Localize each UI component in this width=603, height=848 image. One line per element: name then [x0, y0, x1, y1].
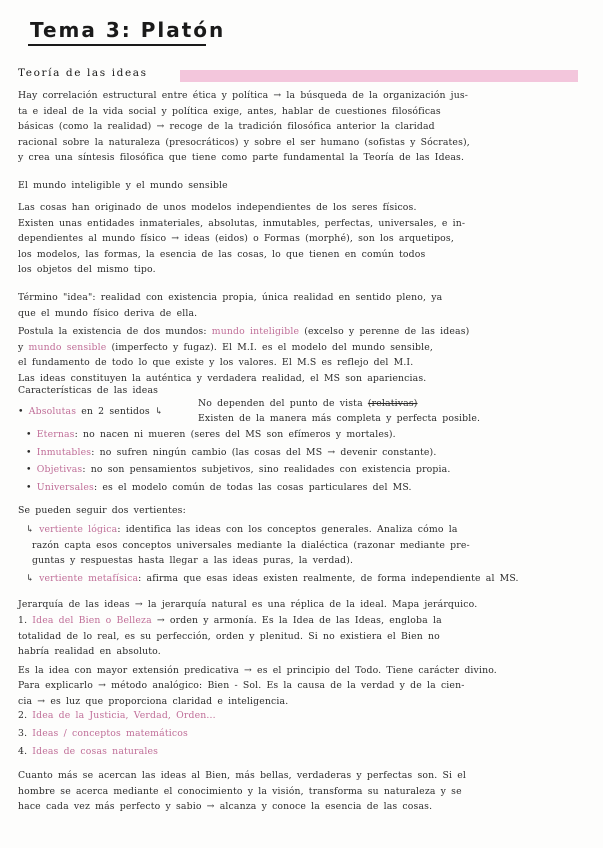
- jerarquia-line: Jerarquía de las ideas → la jerarquía natural es una réplica de la ideal. Mapa jerárquico.: [18, 599, 478, 610]
- text-line: dependientes al mundo físico → ideas (eidos) o Formas (morphé), son los arquetipos,: [18, 233, 454, 245]
- text-line: los modelos, las formas, la esencia de las cosas, lo que tienen en común todos: [18, 248, 426, 260]
- idea-del-bien-label: Idea del Bien o Belleza: [32, 615, 152, 626]
- text-line: cia → es luz que proporciona claridad e inteligencia.: [18, 695, 289, 707]
- page-title: Tema 3: Platón: [30, 18, 226, 42]
- text-line: y crea una síntesis filosófica que tiene como parte fundamental la Teoría de las Ideas.: [18, 152, 465, 164]
- item-number: 2.: [18, 710, 28, 721]
- postula-text: Postula la existencia de dos mundos:: [18, 326, 207, 337]
- item-text: → orden y armonía. Es la Idea de las Ideas, engloba la: [156, 615, 442, 626]
- bullet-text: : no sufren ningún cambio (las cosas del MS → devenir constante).: [91, 446, 437, 458]
- text-line: que el mundo físico deriva de ella.: [18, 307, 198, 319]
- list-item: [18, 444, 584, 462]
- list-item: [18, 743, 584, 761]
- text-line: básicas (como la realidad) → recoge de la tradición filosófica anterior la claridad: [18, 121, 435, 133]
- text-line: Para explicarlo → método analógico: Bien - Sol. Es la causa de la verdad y de la cien-: [18, 680, 465, 692]
- vertiente-metafisica-block: [18, 571, 584, 587]
- text-line: racional sobre la naturaleza (presocráticos) y sobre el ser humano (sofistas y Sócrates),: [18, 136, 470, 148]
- text-line: [18, 522, 584, 538]
- absolutas-rest: en 2 sentidos: [81, 405, 150, 417]
- item-number: 1.: [18, 615, 28, 626]
- text-line: Existen unas entidades inmateriales, absolutas, inmutables, perfectas, universales, e in-: [18, 217, 466, 229]
- vertientes-intro: Se pueden seguir dos vertientes:: [18, 505, 186, 516]
- text-line: totalidad de lo real, es su perfección, orden y plenitud. Si no existiera el Bien no: [18, 630, 440, 642]
- bullet-label: Objetivas: [36, 464, 83, 476]
- absolutas-sense-1: No dependen del punto de vista: [198, 398, 363, 409]
- struck-relativas: (relativas): [367, 398, 418, 409]
- text-line: [18, 324, 584, 340]
- bullet-dot: •: [18, 405, 29, 417]
- vertiente-metafisica-label: vertiente metafísica: [39, 573, 139, 584]
- bullet-text: : no nacen ni mueren (seres del MS son efímeros y mortales).: [74, 429, 396, 440]
- bullet-dot: •: [26, 429, 37, 440]
- hook-arrow-icon: ↳: [26, 524, 34, 535]
- text-line: habría realidad en absoluto.: [18, 646, 161, 658]
- item-label: Ideas de cosas naturales: [32, 746, 159, 757]
- bullet-dot: •: [26, 481, 37, 493]
- item-label: Idea de la Justicia, Verdad, Orden...: [32, 710, 216, 721]
- text-line: [18, 571, 584, 587]
- closing-paragraph: [18, 768, 584, 815]
- vertiente-logica-label: vertiente lógica: [39, 524, 118, 535]
- origin-paragraph: [18, 200, 584, 278]
- text-line: Término "idea": realidad con existencia propia, única realidad en sentido pleno, ya: [18, 292, 443, 303]
- item-1-block: [18, 613, 584, 710]
- section-heading-mundos: El mundo inteligible y el mundo sensible: [18, 180, 228, 191]
- text-line: el fundamento de todo lo que existe y los valores. El M.S es reflejo del M.I.: [18, 357, 414, 369]
- text-line: ta e ideal de la vida social y política exige, antes, hablar de cuestiones filosóficas: [18, 105, 441, 117]
- title-underline: [28, 44, 206, 46]
- vertiente-metafisica-text: : afirma que esas ideas existen realmente, de forma independiente al MS.: [138, 573, 519, 584]
- list-item: [18, 461, 584, 479]
- vertiente-logica-block: [18, 522, 584, 569]
- section-heading-teoria: Teoría de las ideas: [18, 67, 148, 79]
- bullet-label: Inmutables: [36, 446, 92, 458]
- list-item: [18, 725, 584, 743]
- absolutas-label: Absolutas: [28, 405, 77, 417]
- item-number: 3.: [18, 728, 28, 739]
- bullet-label: Universales: [36, 481, 94, 493]
- list-item: [18, 426, 584, 444]
- bullet-label: Eternas: [36, 429, 75, 440]
- text-line: hace cada vez más perfecto y sabio → alcanza y conoce la esencia de las cosas.: [18, 801, 433, 813]
- text-line: Las cosas han originado de unos modelos independientes de los seres físicos.: [18, 202, 417, 213]
- text-line: los objetos del mismo tipo.: [18, 264, 156, 276]
- hook-arrow-icon: ↳: [26, 573, 34, 584]
- bullet-text: : no son pensamientos subjetivos, sino realidades con existencia propia.: [82, 464, 451, 476]
- bullet-dot: •: [26, 446, 37, 458]
- absolutas-block: [18, 396, 584, 427]
- intro-paragraph: [18, 88, 584, 166]
- item-label: Ideas / conceptos matemáticos: [32, 728, 188, 739]
- caracteristicas-heading: Características de las ideas: [18, 385, 159, 396]
- section-highlight: [180, 70, 578, 82]
- absolutas-sense-2: Existen de la manera más completa y perfecta posible.: [198, 413, 481, 425]
- hierarchy-list: [18, 707, 584, 761]
- bullet-dot: •: [26, 464, 37, 476]
- text-line: Hay correlación estructural entre ética y política → la búsqueda de la organización jus-: [18, 90, 469, 101]
- text-line: [18, 613, 584, 629]
- list-item: [18, 479, 584, 497]
- bullet-text: : es el modelo común de todas las cosas particulares del MS.: [93, 481, 412, 493]
- mundo-inteligible-term: mundo inteligible: [211, 326, 300, 337]
- text-line: guntas y respuestas hasta llegar a las ideas puras, la verdad).: [32, 555, 354, 567]
- text-line: razón capta esos conceptos universales mediante la dialéctica (razonar mediante pre-: [32, 539, 470, 551]
- termino-paragraph: [18, 290, 584, 321]
- mundo-sensible-term: mundo sensible: [28, 341, 107, 353]
- postula-text: (imperfecto y fugaz). El M.I. es el modelo del mundo sensible,: [111, 341, 433, 353]
- vertiente-logica-text: : identifica las ideas con los conceptos generales. Analiza cómo la: [117, 524, 458, 535]
- brace-arrow-icon: ↳: [154, 405, 163, 417]
- postula-text: (excelso y perenne de las ideas): [304, 326, 470, 337]
- text-line: Cuanto más se acercan las ideas al Bien, más bellas, verdaderas y perfectas son. Si el: [18, 770, 466, 781]
- text-line: Es la idea con mayor extensión predicativa → es el principio del Todo. Tiene carácter divino.: [18, 664, 497, 676]
- text-line: Las ideas constituyen la auténtica y verdadera realidad, el MS son apariencias.: [18, 372, 427, 384]
- postula-text: y: [18, 341, 24, 353]
- postula-paragraph: [18, 324, 584, 386]
- text-line: hombre se acerca mediante el conocimiento y la visión, transforma su naturaleza y se: [18, 785, 462, 797]
- list-item: [18, 707, 584, 725]
- item-number: 4.: [18, 746, 28, 757]
- text-line: [18, 340, 584, 356]
- characteristics-list: [18, 426, 584, 496]
